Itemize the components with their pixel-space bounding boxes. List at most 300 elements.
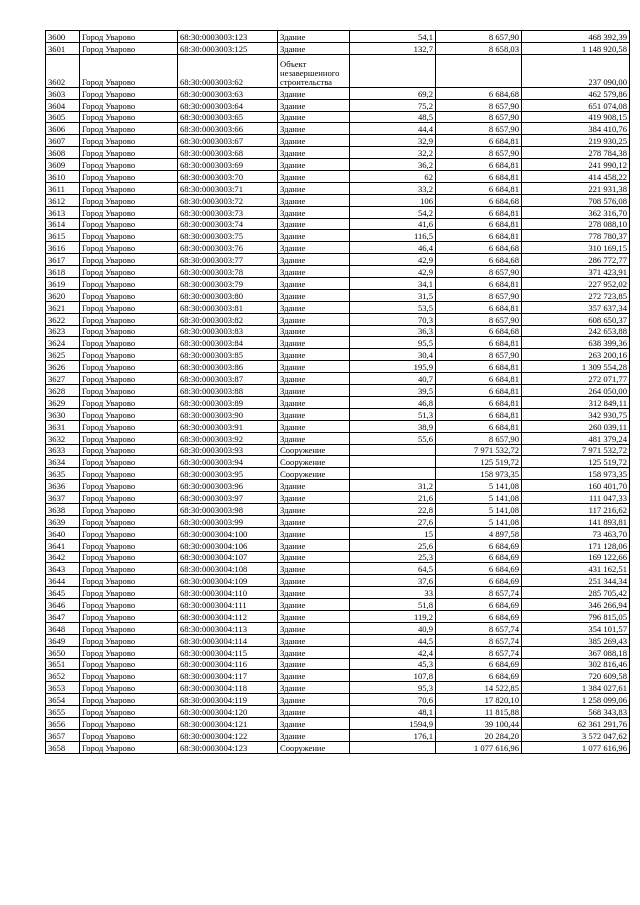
specific-value-cell: 8 657,90	[436, 432, 522, 444]
locality-cell: Город Уварово	[80, 468, 178, 480]
locality-cell: Город Уварово	[80, 242, 178, 254]
specific-value-cell: 5 141,08	[436, 515, 522, 527]
specific-value-cell: 6 684,81	[436, 182, 522, 194]
row-number-cell: 3611	[46, 182, 80, 194]
area-cell: 44,5	[350, 634, 436, 646]
object-type-cell: Здание	[278, 575, 350, 587]
cadastral-value-cell: 272 723,85	[522, 289, 630, 301]
specific-value-cell: 8 657,90	[436, 31, 522, 43]
table-row	[46, 563, 630, 575]
cadastral-number-cell: 68:30:0003003:91	[178, 420, 278, 432]
object-type-cell: Здание	[278, 480, 350, 492]
specific-value-cell: 7 971 532,72	[436, 444, 522, 456]
table-row	[46, 123, 630, 135]
locality-cell: Город Уварово	[80, 206, 178, 218]
object-type-cell: Здание	[278, 206, 350, 218]
area-cell: 31,2	[350, 480, 436, 492]
area-cell: 53,5	[350, 301, 436, 313]
object-type-cell: Здание	[278, 230, 350, 242]
cadastral-value-cell: 431 162,51	[522, 563, 630, 575]
table-row	[46, 492, 630, 504]
locality-cell: Город Уварово	[80, 373, 178, 385]
specific-value-cell: 1 077 616,96	[436, 741, 522, 753]
cadastral-value-cell: 385 269,43	[522, 634, 630, 646]
row-number-cell: 3610	[46, 171, 80, 183]
table-row	[46, 515, 630, 527]
row-number-cell: 3618	[46, 266, 80, 278]
cadastral-number-cell: 68:30:0003003:86	[178, 361, 278, 373]
cadastral-number-cell: 68:30:0003003:99	[178, 515, 278, 527]
cadastral-number-cell: 68:30:0003003:79	[178, 278, 278, 290]
specific-value-cell: 5 141,08	[436, 480, 522, 492]
object-type-cell: Здание	[278, 527, 350, 539]
object-type-cell: Объект незавершенного строительства	[278, 54, 350, 87]
area-cell: 36,3	[350, 325, 436, 337]
table-row	[46, 373, 630, 385]
area-cell: 176,1	[350, 729, 436, 741]
specific-value-cell: 6 684,69	[436, 599, 522, 611]
cadastral-number-cell: 68:30:0003004:108	[178, 563, 278, 575]
row-number-cell: 3626	[46, 361, 80, 373]
locality-cell: Город Уварово	[80, 658, 178, 670]
cadastral-value-cell: 278 088,10	[522, 218, 630, 230]
area-cell: 75,2	[350, 99, 436, 111]
specific-value-cell: 6 684,69	[436, 610, 522, 622]
cadastral-number-cell: 68:30:0003003:63	[178, 87, 278, 99]
locality-cell: Город Уварово	[80, 278, 178, 290]
area-cell: 70,3	[350, 313, 436, 325]
row-number-cell: 3649	[46, 634, 80, 646]
row-number-cell: 3644	[46, 575, 80, 587]
object-type-cell: Сооружение	[278, 468, 350, 480]
cadastral-value-cell: 286 772,77	[522, 254, 630, 266]
locality-cell: Город Уварово	[80, 361, 178, 373]
table-row	[46, 54, 630, 87]
specific-value-cell: 6 684,69	[436, 658, 522, 670]
cadastral-number-cell: 68:30:0003003:70	[178, 171, 278, 183]
table-row	[46, 147, 630, 159]
locality-cell: Город Уварово	[80, 717, 178, 729]
cadastral-value-cell: 3 572 047,62	[522, 729, 630, 741]
area-cell: 1594,9	[350, 717, 436, 729]
cadastral-value-cell: 362 316,70	[522, 206, 630, 218]
locality-cell: Город Уварово	[80, 551, 178, 563]
row-number-cell: 3624	[46, 337, 80, 349]
cadastral-value-cell: 241 990,12	[522, 159, 630, 171]
row-number-cell: 3652	[46, 670, 80, 682]
locality-cell: Город Уварово	[80, 682, 178, 694]
row-number-cell: 3603	[46, 87, 80, 99]
table-row	[46, 31, 630, 43]
cadastral-number-cell: 68:30:0003003:76	[178, 242, 278, 254]
specific-value-cell: 17 820,10	[436, 694, 522, 706]
area-cell	[350, 468, 436, 480]
area-cell	[350, 741, 436, 753]
cadastral-number-cell: 68:30:0003003:74	[178, 218, 278, 230]
object-type-cell: Здание	[278, 349, 350, 361]
specific-value-cell: 6 684,81	[436, 206, 522, 218]
locality-cell: Город Уварово	[80, 432, 178, 444]
table-row	[46, 313, 630, 325]
locality-cell: Город Уварово	[80, 587, 178, 599]
object-type-cell: Здание	[278, 159, 350, 171]
specific-value-cell: 6 684,68	[436, 194, 522, 206]
area-cell: 42,4	[350, 646, 436, 658]
locality-cell: Город Уварово	[80, 622, 178, 634]
cadastral-number-cell: 68:30:0003003:125	[178, 42, 278, 54]
table-row	[46, 610, 630, 622]
specific-value-cell: 4 897,58	[436, 527, 522, 539]
row-number-cell: 3633	[46, 444, 80, 456]
cadastral-value-cell: 708 576,08	[522, 194, 630, 206]
table-row	[46, 159, 630, 171]
area-cell: 42,9	[350, 266, 436, 278]
cadastral-number-cell: 68:30:0003004:114	[178, 634, 278, 646]
cadastral-number-cell: 68:30:0003003:67	[178, 135, 278, 147]
object-type-cell: Здание	[278, 622, 350, 634]
cadastral-value-cell: 171 128,06	[522, 539, 630, 551]
row-number-cell: 3657	[46, 729, 80, 741]
specific-value-cell: 6 684,81	[436, 396, 522, 408]
locality-cell: Город Уварово	[80, 218, 178, 230]
specific-value-cell: 8 657,90	[436, 111, 522, 123]
specific-value-cell: 8 657,90	[436, 147, 522, 159]
cadastral-number-cell: 68:30:0003003:71	[178, 182, 278, 194]
row-number-cell: 3623	[46, 325, 80, 337]
cadastral-value-cell: 796 815,05	[522, 610, 630, 622]
cadastral-number-cell: 68:30:0003004:120	[178, 706, 278, 718]
locality-cell: Город Уварово	[80, 31, 178, 43]
cadastral-value-cell: 367 088,18	[522, 646, 630, 658]
object-type-cell: Здание	[278, 694, 350, 706]
row-number-cell: 3620	[46, 289, 80, 301]
cadastral-number-cell: 68:30:0003003:96	[178, 480, 278, 492]
object-type-cell: Здание	[278, 218, 350, 230]
row-number-cell: 3641	[46, 539, 80, 551]
locality-cell: Город Уварово	[80, 634, 178, 646]
locality-cell: Город Уварово	[80, 408, 178, 420]
locality-cell: Город Уварово	[80, 741, 178, 753]
specific-value-cell: 6 684,69	[436, 575, 522, 587]
table-row	[46, 717, 630, 729]
row-number-cell: 3634	[46, 456, 80, 468]
table-row	[46, 242, 630, 254]
specific-value-cell: 6 684,81	[436, 385, 522, 397]
area-cell: 116,5	[350, 230, 436, 242]
specific-value-cell: 8 658,03	[436, 42, 522, 54]
specific-value-cell: 6 684,68	[436, 87, 522, 99]
row-number-cell: 3600	[46, 31, 80, 43]
cadastral-value-cell: 221 931,38	[522, 182, 630, 194]
row-number-cell: 3646	[46, 599, 80, 611]
cadastral-value-cell: 302 816,46	[522, 658, 630, 670]
specific-value-cell: 6 684,81	[436, 337, 522, 349]
table-row	[46, 468, 630, 480]
table-row	[46, 301, 630, 313]
table-row	[46, 587, 630, 599]
table-row	[46, 575, 630, 587]
table-row	[46, 171, 630, 183]
specific-value-cell: 8 657,90	[436, 266, 522, 278]
area-cell: 69,2	[350, 87, 436, 99]
locality-cell: Город Уварово	[80, 563, 178, 575]
table-row	[46, 658, 630, 670]
object-type-cell: Здание	[278, 646, 350, 658]
table-row	[46, 646, 630, 658]
row-number-cell: 3637	[46, 492, 80, 504]
area-cell: 132,7	[350, 42, 436, 54]
specific-value-cell: 11 815,88	[436, 706, 522, 718]
specific-value-cell: 6 684,81	[436, 301, 522, 313]
area-cell: 195,9	[350, 361, 436, 373]
specific-value-cell: 6 684,81	[436, 408, 522, 420]
area-cell: 33	[350, 587, 436, 599]
locality-cell: Город Уварово	[80, 147, 178, 159]
cadastral-number-cell: 68:30:0003004:110	[178, 587, 278, 599]
cadastral-value-cell: 568 343,83	[522, 706, 630, 718]
locality-cell: Город Уварово	[80, 599, 178, 611]
object-type-cell: Здание	[278, 706, 350, 718]
cadastral-number-cell: 68:30:0003004:106	[178, 539, 278, 551]
cadastral-number-cell: 68:30:0003004:117	[178, 670, 278, 682]
cadastral-value-cell: 481 379,24	[522, 432, 630, 444]
cadastral-value-cell: 310 169,15	[522, 242, 630, 254]
cadastral-value-cell: 237 090,00	[522, 54, 630, 87]
object-type-cell: Здание	[278, 242, 350, 254]
cadastral-value-cell: 384 410,76	[522, 123, 630, 135]
locality-cell: Город Уварово	[80, 729, 178, 741]
cadastral-number-cell: 68:30:0003003:64	[178, 99, 278, 111]
cadastral-value-table	[45, 30, 630, 754]
cadastral-value-cell: 608 650,37	[522, 313, 630, 325]
object-type-cell: Здание	[278, 31, 350, 43]
area-cell: 48,5	[350, 111, 436, 123]
area-cell	[350, 456, 436, 468]
locality-cell: Город Уварово	[80, 337, 178, 349]
row-number-cell: 3653	[46, 682, 80, 694]
object-type-cell: Сооружение	[278, 456, 350, 468]
cadastral-number-cell: 68:30:0003003:75	[178, 230, 278, 242]
row-number-cell: 3601	[46, 42, 80, 54]
specific-value-cell: 6 684,68	[436, 254, 522, 266]
locality-cell: Город Уварово	[80, 313, 178, 325]
row-number-cell: 3658	[46, 741, 80, 753]
object-type-cell: Здание	[278, 171, 350, 183]
object-type-cell: Здание	[278, 266, 350, 278]
table-row	[46, 230, 630, 242]
specific-value-cell: 8 657,90	[436, 123, 522, 135]
object-type-cell: Здание	[278, 515, 350, 527]
cadastral-number-cell: 68:30:0003004:112	[178, 610, 278, 622]
object-type-cell: Здание	[278, 587, 350, 599]
specific-value-cell: 6 684,69	[436, 539, 522, 551]
table-row	[46, 385, 630, 397]
row-number-cell: 3613	[46, 206, 80, 218]
row-number-cell: 3645	[46, 587, 80, 599]
cadastral-number-cell: 68:30:0003003:66	[178, 123, 278, 135]
table-row	[46, 266, 630, 278]
cadastral-number-cell: 68:30:0003003:72	[178, 194, 278, 206]
specific-value-cell: 158 973,35	[436, 468, 522, 480]
cadastral-number-cell: 68:30:0003003:77	[178, 254, 278, 266]
table-row	[46, 741, 630, 753]
object-type-cell: Здание	[278, 373, 350, 385]
specific-value-cell: 6 684,81	[436, 361, 522, 373]
object-type-cell: Здание	[278, 610, 350, 622]
cadastral-value-cell: 414 458,22	[522, 171, 630, 183]
cadastral-value-cell: 169 122,66	[522, 551, 630, 563]
table-row	[46, 337, 630, 349]
cadastral-value-cell: 158 973,35	[522, 468, 630, 480]
row-number-cell: 3604	[46, 99, 80, 111]
object-type-cell: Здание	[278, 337, 350, 349]
row-number-cell: 3632	[46, 432, 80, 444]
table-body	[46, 31, 630, 754]
row-number-cell: 3627	[46, 373, 80, 385]
area-cell: 15	[350, 527, 436, 539]
area-cell: 40,9	[350, 622, 436, 634]
cadastral-table-page	[45, 30, 630, 754]
cadastral-value-cell: 1 309 554,28	[522, 361, 630, 373]
row-number-cell: 3636	[46, 480, 80, 492]
locality-cell: Город Уварово	[80, 527, 178, 539]
locality-cell: Город Уварово	[80, 254, 178, 266]
area-cell: 33,2	[350, 182, 436, 194]
locality-cell: Город Уварово	[80, 480, 178, 492]
specific-value-cell: 8 657,90	[436, 313, 522, 325]
locality-cell: Город Уварово	[80, 230, 178, 242]
table-row	[46, 694, 630, 706]
cadastral-number-cell: 68:30:0003003:73	[178, 206, 278, 218]
locality-cell: Город Уварово	[80, 385, 178, 397]
cadastral-value-cell: 419 908,15	[522, 111, 630, 123]
area-cell: 46,8	[350, 396, 436, 408]
specific-value-cell: 8 657,90	[436, 349, 522, 361]
cadastral-value-cell: 219 930,25	[522, 135, 630, 147]
cadastral-value-cell: 468 392,39	[522, 31, 630, 43]
cadastral-number-cell: 68:30:0003004:100	[178, 527, 278, 539]
cadastral-value-cell: 342 930,75	[522, 408, 630, 420]
area-cell: 42,9	[350, 254, 436, 266]
table-row	[46, 539, 630, 551]
area-cell: 64,5	[350, 563, 436, 575]
locality-cell: Город Уварово	[80, 87, 178, 99]
row-number-cell: 3602	[46, 54, 80, 87]
object-type-cell: Здание	[278, 278, 350, 290]
table-row	[46, 396, 630, 408]
table-row	[46, 527, 630, 539]
object-type-cell: Здание	[278, 563, 350, 575]
object-type-cell: Здание	[278, 503, 350, 515]
cadastral-value-cell: 285 705,42	[522, 587, 630, 599]
specific-value-cell: 5 141,08	[436, 492, 522, 504]
object-type-cell: Здание	[278, 551, 350, 563]
locality-cell: Город Уварово	[80, 706, 178, 718]
cadastral-value-cell: 227 952,02	[522, 278, 630, 290]
row-number-cell: 3625	[46, 349, 80, 361]
specific-value-cell: 6 684,69	[436, 563, 522, 575]
locality-cell: Город Уварово	[80, 515, 178, 527]
specific-value-cell: 6 684,81	[436, 420, 522, 432]
area-cell	[350, 54, 436, 87]
specific-value-cell: 6 684,81	[436, 171, 522, 183]
cadastral-number-cell: 68:30:0003004:107	[178, 551, 278, 563]
specific-value-cell: 6 684,81	[436, 135, 522, 147]
table-row	[46, 634, 630, 646]
area-cell: 45,3	[350, 658, 436, 670]
locality-cell: Город Уварово	[80, 135, 178, 147]
cadastral-value-cell: 1 077 616,96	[522, 741, 630, 753]
specific-value-cell: 6 684,81	[436, 159, 522, 171]
area-cell: 21,6	[350, 492, 436, 504]
specific-value-cell: 8 657,74	[436, 646, 522, 658]
specific-value-cell: 8 657,90	[436, 289, 522, 301]
cadastral-value-cell: 346 266,94	[522, 599, 630, 611]
area-cell: 27,6	[350, 515, 436, 527]
cadastral-value-cell: 1 384 027,61	[522, 682, 630, 694]
cadastral-value-cell: 278 784,38	[522, 147, 630, 159]
row-number-cell: 3608	[46, 147, 80, 159]
cadastral-number-cell: 68:30:0003003:88	[178, 385, 278, 397]
area-cell: 95,3	[350, 682, 436, 694]
table-row	[46, 254, 630, 266]
cadastral-value-cell: 111 047,33	[522, 492, 630, 504]
row-number-cell: 3651	[46, 658, 80, 670]
area-cell: 36,2	[350, 159, 436, 171]
locality-cell: Город Уварово	[80, 171, 178, 183]
area-cell: 32,2	[350, 147, 436, 159]
table-row	[46, 278, 630, 290]
row-number-cell: 3622	[46, 313, 80, 325]
cadastral-value-cell: 272 071,77	[522, 373, 630, 385]
locality-cell: Город Уварово	[80, 492, 178, 504]
table-row	[46, 206, 630, 218]
object-type-cell: Здание	[278, 408, 350, 420]
table-row	[46, 729, 630, 741]
table-row	[46, 182, 630, 194]
cadastral-number-cell: 68:30:0003003:90	[178, 408, 278, 420]
specific-value-cell	[436, 54, 522, 87]
table-row	[46, 551, 630, 563]
row-number-cell: 3655	[46, 706, 80, 718]
cadastral-number-cell: 68:30:0003003:95	[178, 468, 278, 480]
cadastral-value-cell: 125 519,72	[522, 456, 630, 468]
cadastral-value-cell: 720 609,58	[522, 670, 630, 682]
area-cell: 25,3	[350, 551, 436, 563]
locality-cell: Город Уварово	[80, 575, 178, 587]
row-number-cell: 3619	[46, 278, 80, 290]
specific-value-cell: 8 657,74	[436, 622, 522, 634]
specific-value-cell: 6 684,68	[436, 242, 522, 254]
row-number-cell: 3606	[46, 123, 80, 135]
specific-value-cell: 6 684,81	[436, 278, 522, 290]
area-cell: 30,4	[350, 349, 436, 361]
table-row	[46, 111, 630, 123]
area-cell: 51,3	[350, 408, 436, 420]
area-cell: 51,8	[350, 599, 436, 611]
table-row	[46, 599, 630, 611]
area-cell: 107,8	[350, 670, 436, 682]
table-row	[46, 456, 630, 468]
cadastral-value-cell: 1 258 099,06	[522, 694, 630, 706]
area-cell: 54,2	[350, 206, 436, 218]
row-number-cell: 3643	[46, 563, 80, 575]
table-row	[46, 218, 630, 230]
locality-cell: Город Уварово	[80, 325, 178, 337]
row-number-cell: 3640	[46, 527, 80, 539]
row-number-cell: 3631	[46, 420, 80, 432]
locality-cell: Город Уварово	[80, 610, 178, 622]
